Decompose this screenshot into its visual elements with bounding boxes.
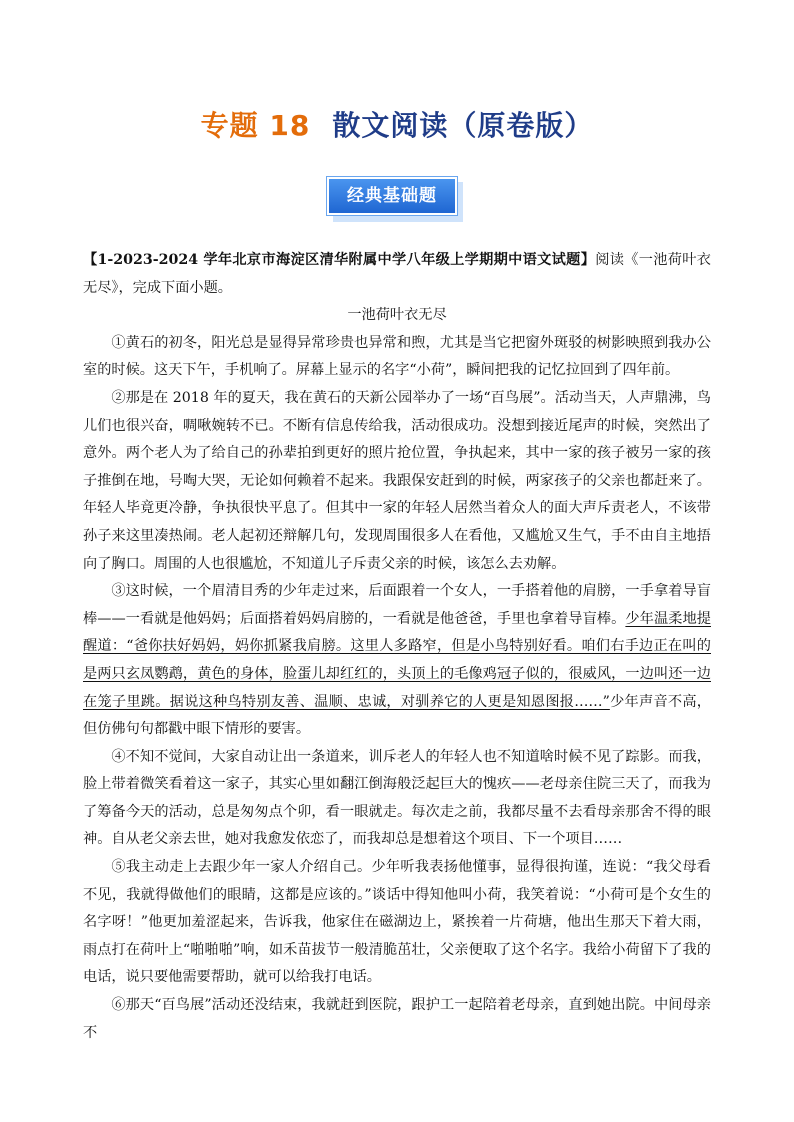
paragraph-3-lead: ③这时候，一个眉清目秀的少年走过来，后面跟着一个女人，一手搭着他的肩膀，一手拿着导盲棒——一看就是他妈妈；后面搭着妈妈肩膀的，一看就是他爸爸，手里也拿着导盲棒。	[83, 583, 711, 627]
paragraph-4: ④不知不觉间，大家自动让出一条道来，训斥老人的年轻人也不知道啥时候不见了踪影。而我，脸上带着微笑看着这一家子，其实心里如翻江倒海般泛起巨大的愧疚——老母亲住院三天了，而我为了筹备今天的活动，总是匆匆点个卯，看一眼就走。每次走之前，我都尽量不去看母亲那舍不得的眼神。自从老父亲去世，她对我愈发依恋了，而我却总是想着这个项目、下一个项目……	[83, 748, 711, 848]
badge-label: 经典基础题	[327, 177, 457, 215]
page-title	[0, 104, 794, 144]
section-badge	[327, 177, 465, 223]
paragraph-3-tail: 少年声音不高，但仿佛句句都戳中眼下情形的要害。	[83, 693, 711, 738]
essay-title: 一池荷叶衣无尽	[347, 307, 447, 324]
question-instruction: 阅读《一池荷叶衣无尽》，完成下面小题。	[83, 252, 711, 296]
paragraph-1: ①黄石的初冬，阳光总是显得异常珍贵也异常和煦，尤其是当它把窗外斑驳的树影映照到我办公室的时候。这天下午，手机响了。屏幕上显示的名字“小荷”，瞬间把我的记忆拉回到了四年前。	[83, 334, 711, 379]
topic-number: 专题 18	[200, 109, 311, 142]
topic-name: 散文阅读（原卷版）	[332, 109, 594, 142]
paragraph-3	[83, 578, 711, 744]
document-body	[83, 247, 711, 1047]
paragraph-6: ⑥那天“百鸟展”活动还没结束，我就赶到医院，跟护工一起陪着老母亲，直到她出院。中间母亲不	[83, 997, 711, 1041]
paragraph-2: ②那是在 2018 年的夏天，我在黄石的天新公园举办了一场“百鸟展”。活动当天，人声鼎沸，鸟儿们也很兴奋，啁啾婉转不已。不断有信息传给我，活动很成功。没想到接近尾声的时候，突然出了意外。两个老人为了给自己的孙辈拍到更好的照片抢位置，争执起来，其中一家的孩子被另一家的孩子推倒在地，号啕大哭，无论如何赖着不起来。我跟保安赶到的时候，两家孩子的父亲也都赶来了。年轻人毕竟更冷静，争执很快平息了。但其中一家的年轻人居然当着众人的面大声斥责老人，不该带孙子来这里凑热闹。老人起初还辩解几句，发现周围很多人在看他，又尴尬又生气，手不由自主地捂向了胸口。周围的人也很尴尬，不知道儿子斥责父亲的时候，该怎么去劝解。	[83, 389, 711, 572]
paragraph-5: ⑤我主动走上去跟少年一家人介绍自己。少年听我表扬他懂事，显得很拘谨，连说：“我父母看不见，我就得做他们的眼睛，这都是应该的。”谈话中得知他叫小荷，我笑着说：“小荷可是个女生的名字呀！”他更加羞涩起来，告诉我，他家住在磁湖边上，紧挨着一片荷塘，他出生那天下着大雨，雨点打在荷叶上“啪啪啪”响，如禾苗拔节一般清脆茁壮，父亲便取了这个名字。我给小荷留下了我的电话，说只要他需要帮助，就可以给我打电话。	[83, 859, 711, 986]
question-intro	[83, 247, 711, 302]
question-source: 【1-2023-2024 学年北京市海淀区清华附属中学八年级上学期期中语文试题】	[83, 252, 596, 268]
underlined-passage: 少年温柔地提醒道：“爸你扶好妈妈，妈你抓紧我肩膀。这里人多路窄，但是小鸟特别好看。咱们右手边正在叫的是两只玄凤鹦鹉，黄色的身体，脸蛋儿却红红的，头顶上的毛像鸡冠子似的，很威风，一边叫还一边在笼子里跳。据说这种鸟特别友善、温顺、忠诚，对驯养它的人更是知恩图报……”	[83, 610, 711, 710]
